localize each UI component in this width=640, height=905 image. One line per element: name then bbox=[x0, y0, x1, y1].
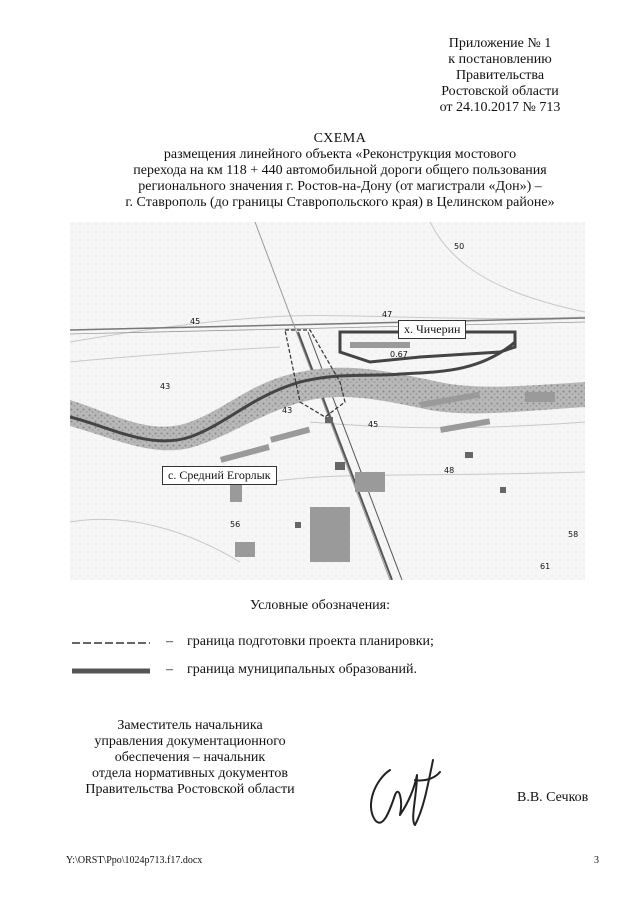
annex-line-1: Приложение № 1 bbox=[448, 36, 552, 51]
elevation-label: 43 bbox=[282, 406, 293, 415]
dashed-line-symbol bbox=[72, 637, 150, 647]
elevation-label: 43 bbox=[160, 382, 171, 391]
map-drawing bbox=[70, 222, 585, 580]
title-line-3: регионального значения г. Ростов-на-Дону (от магистрали «Дон») – bbox=[138, 179, 542, 194]
signatory-line-5: Правительства Ростовской области bbox=[85, 782, 295, 797]
signatory-line-4: отдела нормативных документов bbox=[92, 766, 288, 781]
title-heading: СХЕМА bbox=[313, 131, 367, 146]
signatory-line-2: управления документационного bbox=[94, 734, 286, 749]
signatory-name: В.В. Сечков bbox=[517, 790, 589, 805]
thick-line-symbol bbox=[72, 665, 150, 675]
legend-text: граница подготовки проекта планировки; bbox=[187, 634, 434, 649]
elevation-label: 50 bbox=[454, 242, 465, 251]
elevation-label: 56 bbox=[230, 520, 241, 529]
legend-item-planning-boundary bbox=[72, 634, 434, 650]
handwritten-signature bbox=[355, 740, 445, 840]
elevation-label: 61 bbox=[540, 562, 551, 571]
title-line-1: размещения линейного объекта «Реконструкция мостового bbox=[163, 147, 517, 162]
settlement-label-sredniy-egorlyk: с. Средний Егорлык bbox=[162, 466, 277, 485]
annex-header bbox=[400, 36, 600, 116]
settlement-label-chicherin: х. Чичерин bbox=[398, 320, 466, 339]
elevation-label: 45 bbox=[190, 317, 201, 326]
annex-line-5: от 24.10.2017 № 713 bbox=[439, 100, 561, 115]
signatory-line-1: Заместитель начальника bbox=[117, 718, 263, 733]
legend-title: Условные обозначения: bbox=[249, 598, 391, 613]
legend-dash: – bbox=[166, 634, 173, 649]
elevation-label: 45 bbox=[368, 420, 379, 429]
title-line-4: г. Ставрополь (до границы Ставропольского края) в Целинском районе» bbox=[125, 195, 555, 210]
elevation-label: 48 bbox=[444, 466, 455, 475]
elevation-label: 0.67 bbox=[390, 350, 408, 359]
legend-item-municipal-boundary bbox=[72, 662, 417, 678]
annex-line-3: Правительства bbox=[455, 68, 545, 83]
legend-text: граница муниципальных образований. bbox=[187, 662, 417, 677]
legend-dash: – bbox=[166, 662, 173, 677]
annex-line-2: к постановлению bbox=[448, 52, 552, 67]
title-line-2: перехода на км 118 + 440 автомобильной дороги общего пользования bbox=[133, 163, 547, 178]
page-number: 3 bbox=[594, 855, 599, 866]
signatory-position bbox=[60, 718, 320, 798]
scheme-map bbox=[70, 222, 585, 580]
file-path: Y:\ORST\Ppo\1024p713.f17.docx bbox=[66, 855, 203, 866]
document-title bbox=[60, 131, 620, 211]
elevation-label: 47 bbox=[382, 310, 393, 319]
signatory-line-3: обеспечения – начальник bbox=[114, 750, 266, 765]
elevation-label: 58 bbox=[568, 530, 579, 539]
annex-line-4: Ростовской области bbox=[441, 84, 559, 99]
